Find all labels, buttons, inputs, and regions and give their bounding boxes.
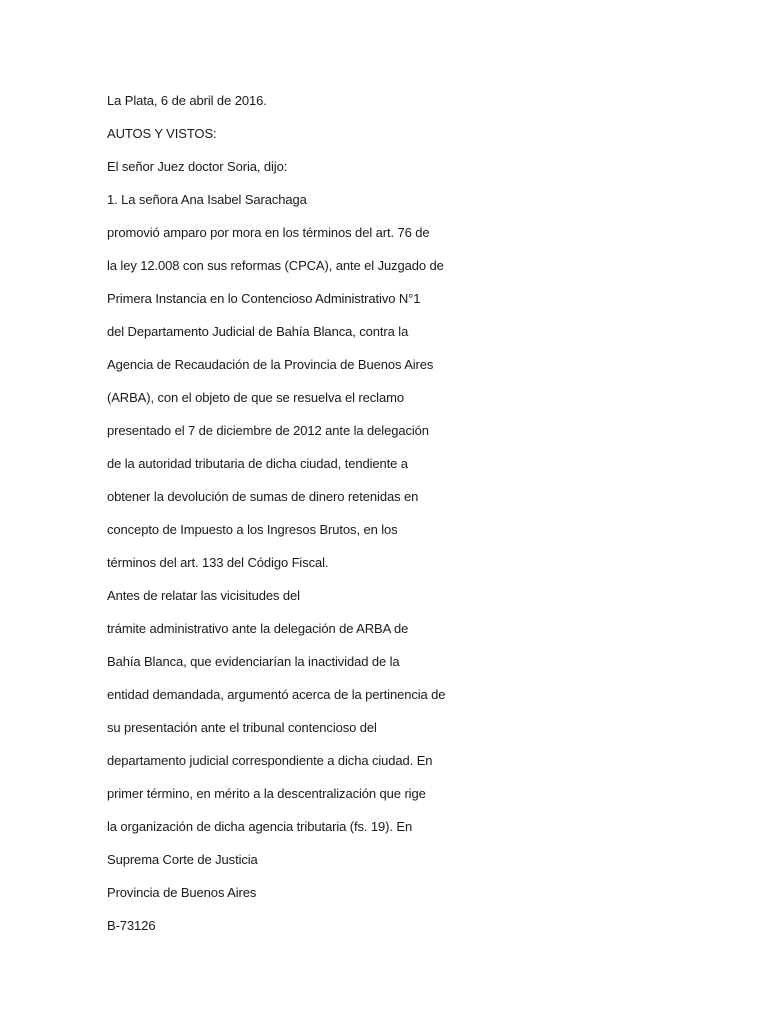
text-line: del Departamento Judicial de Bahía Blanca, contra la (107, 324, 409, 339)
document-body (107, 91, 707, 949)
text-line: Bahía Blanca, que evidenciarían la inactividad de la (107, 654, 400, 669)
text-line: concepto de Impuesto a los Ingresos Brutos, en los (107, 522, 398, 537)
court-name: Suprema Corte de Justicia (107, 852, 258, 867)
text-line: obtener la devolución de sumas de dinero retenidas en (107, 489, 419, 504)
text-line: Agencia de Recaudación de la Provincia de Buenos Aires (107, 357, 434, 372)
text-line: (ARBA), con el objeto de que se resuelva el reclamo (107, 390, 404, 405)
text-line: términos del art. 133 del Código Fiscal. (107, 555, 329, 570)
text-line: departamento judicial correspondiente a dicha ciudad. En (107, 753, 433, 768)
text-line: trámite administrativo ante la delegación de ARBA de (107, 621, 409, 636)
text-line: presentado el 7 de diciembre de 2012 ante la delegación (107, 423, 429, 438)
text-line: la ley 12.008 con sus reformas (CPCA), ante el Juzgado de (107, 258, 444, 273)
text-line: El señor Juez doctor Soria, dijo: (107, 159, 288, 174)
text-line: 1. La señora Ana Isabel Sarachaga (107, 192, 307, 207)
date-line: La Plata, 6 de abril de 2016. (107, 93, 267, 108)
text-line: de la autoridad tributaria de dicha ciudad, tendiente a (107, 456, 408, 471)
text-line: la organización de dicha agencia tributaria (fs. 19). En (107, 819, 413, 834)
text-line: Antes de relatar las vicisitudes del (107, 588, 300, 603)
text-line: promovió amparo por mora en los términos del art. 76 de (107, 225, 430, 240)
text-line: entidad demandada, argumentó acerca de la pertinencia de (107, 687, 446, 702)
province-name: Provincia de Buenos Aires (107, 885, 257, 900)
case-number: B-73126 (107, 918, 156, 933)
text-line: Primera Instancia en lo Contencioso Administrativo N°1 (107, 291, 421, 306)
text-line: su presentación ante el tribunal contencioso del (107, 720, 377, 735)
text-line: primer término, en mérito a la descentralización que rige (107, 786, 426, 801)
section-heading: AUTOS Y VISTOS: (107, 126, 217, 141)
